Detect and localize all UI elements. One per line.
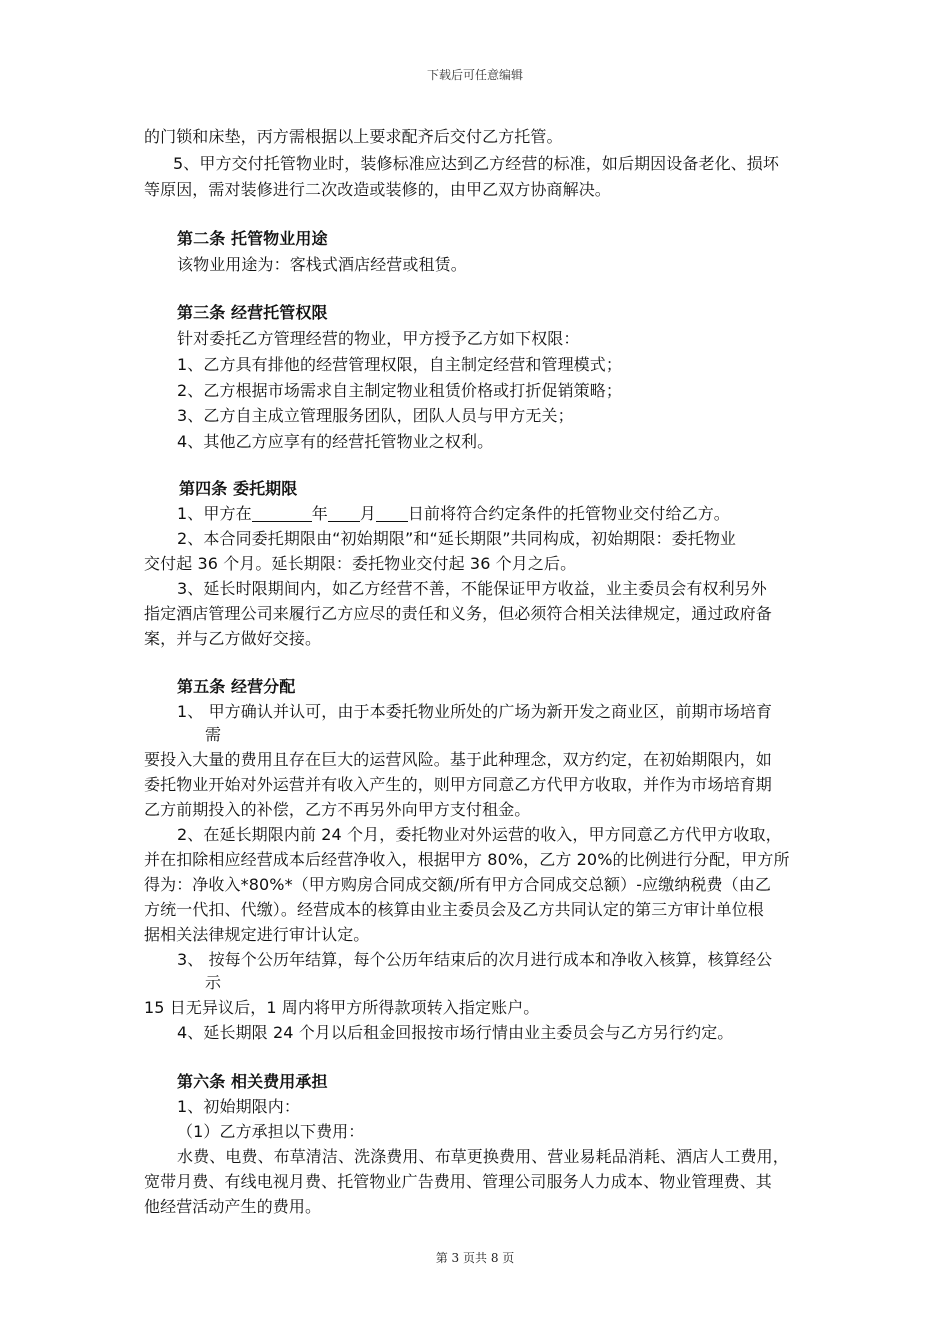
month-blank: [328, 505, 360, 522]
day-blank: [376, 505, 408, 522]
list-item: 3、乙方自主成立管理服务团队，团队人员与甲方无关；: [177, 406, 574, 425]
paragraph-line: 并在扣除相应经营成本后经营净收入，根据甲方 80%，乙方 20%的比例进行分配，甲方所: [144, 850, 790, 869]
paragraph-line: 15 日无异议后，1 周内将甲方所得款项转入指定账户。: [144, 998, 540, 1017]
text-run: 日前将符合约定条件的托管物业交付给乙方。: [407, 504, 730, 523]
article-3-heading: 第三条 经营托管权限: [177, 303, 328, 322]
paragraph-line: 方统一代扣、代缴）。经营成本的核算由业主委员会及乙方共同认定的第三方审计单位根: [144, 900, 764, 919]
paragraph-line: 水费、电费、布草清洁、洗涤费用、布草更换费用、营业易耗品消耗、酒店人工费用，: [177, 1147, 789, 1166]
paragraph-line: 5、甲方交付托管物业时，装修标准应达到乙方经营的标准，如后期因设备老化、损坏: [173, 154, 779, 173]
article-5-heading: 第五条 经营分配: [177, 677, 296, 696]
list-item: 4、其他乙方应享有的经营托管物业之权利。: [177, 432, 494, 451]
paragraph-line: 指定酒店管理公司来履行乙方应尽的责任和义务，但必须符合相关法律规定，通过政府备: [144, 604, 772, 623]
paragraph-line: 示: [205, 973, 222, 992]
article-6-heading: 第六条 相关费用承担: [177, 1072, 328, 1091]
page-footer: 第 3 页共 8 页: [435, 1251, 515, 1265]
paragraph-line: 乙方前期投入的补偿，乙方不再另外向甲方支付租金。: [144, 800, 531, 819]
paragraph-line: 委托物业开始对外运营并有收入产生的，则甲方同意乙方代甲方收取，并作为市场培育期: [144, 775, 772, 794]
paragraph-line: 交付起 36 个月。延长期限：委托物业交付起 36 个月之后。: [144, 554, 577, 573]
paragraph-line: 针对委托乙方管理经营的物业，甲方授予乙方如下权限：: [177, 329, 580, 348]
text-run: 年: [311, 504, 328, 523]
paragraph-line: 他经营活动产生的费用。: [144, 1197, 322, 1216]
paragraph-line: 3、延长时限期间内，如乙方经营不善，不能保证甲方收益，业主委员会有权利另外: [177, 579, 767, 598]
paragraph-line: 宽带月费、有线电视月费、托管物业广告费用、管理公司服务人力成本、物业管理费、其: [144, 1172, 772, 1191]
paragraph-line: 的门锁和床垫，丙方需根据以上要求配齐后交付乙方托管。: [144, 127, 563, 146]
paragraph-line: 1、初始期限内：: [177, 1097, 300, 1116]
paragraph-line: 1、 甲方确认并认可，由于本委托物业所处的广场为新开发之商业区，前期市场培育: [177, 702, 773, 721]
year-blank: [252, 505, 312, 522]
page-header: 下载后可任意编辑: [426, 68, 523, 82]
paragraph-line: 该物业用途为：客栈式酒店经营或租赁。: [177, 255, 467, 274]
paragraph-line: 案，并与乙方做好交接。: [144, 629, 322, 648]
paragraph-line: 要投入大量的费用且存在巨大的运营风险。基于此种理念，双方约定，在初始期限内，如: [144, 750, 772, 769]
list-item: 1、乙方具有排他的经营管理权限，自主制定经营和管理模式；: [177, 355, 622, 374]
paragraph-line: 需: [205, 725, 222, 744]
article-4-heading: 第四条 委托期限: [179, 479, 298, 498]
paragraph-line: （1）乙方承担以下费用：: [177, 1122, 365, 1141]
paragraph-line: 据相关法律规定进行审计认定。: [144, 925, 370, 944]
paragraph-line: 3、 按每个公历年结算，每个公历年结束后的次月进行成本和净收入核算，核算经公: [177, 950, 773, 969]
article-2-heading: 第二条 托管物业用途: [177, 229, 328, 248]
text-run: 月: [359, 504, 376, 523]
delivery-date-line: [177, 503, 730, 525]
paragraph-line: 4、延长期限 24 个月以后租金回报按市场行情由业主委员会与乙方另行约定。: [177, 1023, 734, 1042]
paragraph-line: 2、在延长期限内前 24 个月，委托物业对外运营的收入，甲方同意乙方代甲方收取，: [177, 825, 782, 844]
list-item: 2、乙方根据市场需求自主制定物业租赁价格或打折促销策略；: [177, 381, 622, 400]
paragraph-line: 得为：净收入*80%*（甲方购房合同成交额/所有甲方合同成交总额）-应缴纳税费（由乙: [144, 875, 771, 894]
paragraph-line: 等原因，需对装修进行二次改造或装修的，由甲乙双方协商解决。: [144, 180, 611, 199]
paragraph-line: 2、本合同委托期限由“初始期限”和“延长期限”共同构成，初始期限：委托物业: [177, 529, 737, 548]
text-run: 1、甲方在: [177, 504, 252, 523]
